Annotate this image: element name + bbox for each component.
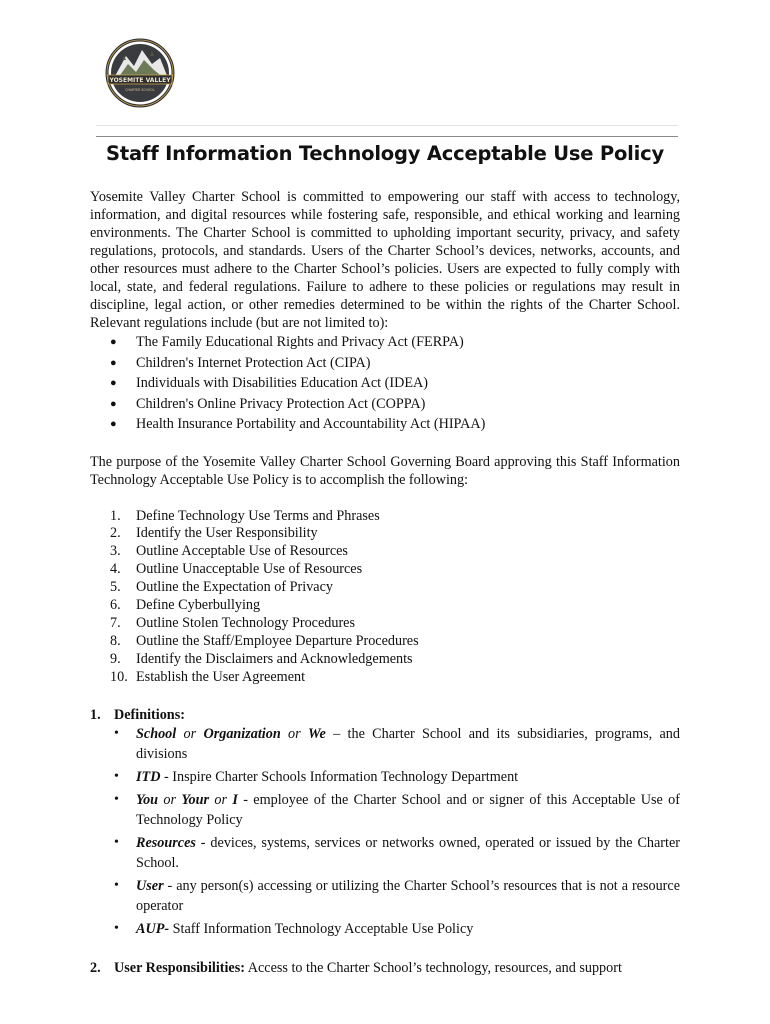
document-body: [90, 188, 680, 977]
svg-text:YOSEMITE VALLEY: YOSEMITE VALLEY: [109, 77, 171, 84]
list-item: 9. Identify the Disclaimers and Acknowledgements: [110, 650, 413, 667]
definition-itd: • ITD - Inspire Charter Schools Information Technology Department: [90, 767, 680, 787]
yosemite-valley-school-seal-icon: [104, 38, 176, 108]
definition-school: • School or Organization or We – the Charter School and its subsidiaries, programs, and divisions: [90, 724, 680, 764]
list-item: 4. Outline Unacceptable Use of Resources: [110, 561, 363, 578]
list-item: 3. Outline Acceptable Use of Resources: [110, 543, 348, 560]
section-user-responsibilities: 2. User Responsibilities: Access to the Charter School’s technology, resources, and support: [90, 959, 622, 976]
list-item: ● The Family Educational Rights and Privacy Act (FERPA): [90, 332, 680, 353]
definition-aup: • AUP- Staff Information Technology Acceptable Use Policy: [90, 919, 680, 939]
goals-list: [90, 508, 680, 687]
svg-text:CHARTER SCHOOL: CHARTER SCHOOL: [125, 88, 155, 92]
regulations-list: [90, 332, 680, 435]
list-item: ● Children's Online Privacy Protection Act (COPPA): [90, 394, 680, 415]
list-item: 1. Define Technology Use Terms and Phrases: [110, 507, 380, 524]
list-item: ● Individuals with Disabilities Education Act (IDEA): [90, 373, 680, 394]
list-item: ● Children's Internet Protection Act (CIPA): [90, 353, 680, 374]
header-divider-light: [96, 125, 678, 126]
definition-user: • User - any person(s) accessing or utilizing the Charter School’s resources that is not a resource operator: [90, 876, 680, 916]
list-item: 2. Identify the User Responsibility: [110, 525, 318, 542]
list-item: 8. Outline the Staff/Employee Departure Procedures: [110, 632, 419, 649]
intro-paragraph: Yosemite Valley Charter School is committed to empowering our staff with access to technology, information, and digital resources while fostering safe, responsible, and ethical working and learning environments. The Charter School is committed to upholding important security, privacy, and safety regulations, protocols, and standards. Users of the Charter School’s devices, networks, accounts, and other resources must adhere to the Charter School’s policies. Users are expected to fully comply with local, state, and federal regulations. Failure to adhere to these policies or regulations may result in discipline, legal action, or other remedies determined to be within the rights of the Charter School. Relevant regulations include (but are not limited to):: [90, 189, 680, 331]
definition-you: • You or Your or I - employee of the Charter School and or signer of this Acceptable Use of Technology Policy: [90, 790, 680, 830]
list-item: 10. Establish the User Agreement: [110, 668, 306, 685]
document-title: Staff Information Technology Acceptable Use Policy: [106, 142, 664, 165]
list-item: ● Health Insurance Portability and Accountability Act (HIPAA): [90, 414, 680, 435]
purpose-paragraph: The purpose of the Yosemite Valley Charter School Governing Board approving this Staff Information Technology Acceptable Use Policy is to accomplish the following:: [90, 453, 680, 488]
list-item: 7. Outline Stolen Technology Procedures: [110, 614, 356, 631]
section-heading-definitions: 1. Definitions:: [90, 706, 185, 723]
list-item: 5. Outline the Expectation of Privacy: [110, 579, 333, 596]
header-divider: [96, 136, 678, 137]
definition-resources: • Resources - devices, systems, services or networks owned, operated or issued by the Charter School.: [90, 833, 680, 873]
list-item: 6. Define Cyberbullying: [110, 597, 261, 614]
school-logo: [104, 38, 176, 108]
definitions-list: [90, 724, 680, 939]
